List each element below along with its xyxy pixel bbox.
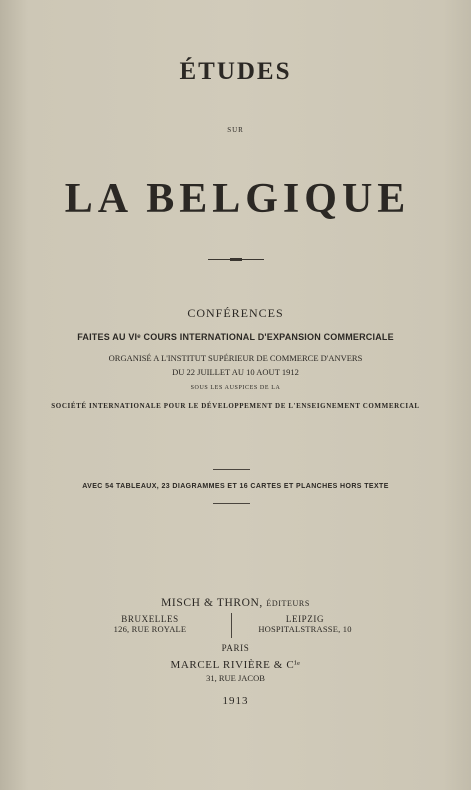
city-paris: PARIS [221, 643, 250, 653]
city-bruxelles: BRUXELLES [121, 614, 179, 624]
address-paris: 31, RUE JACOB [206, 673, 265, 683]
publisher-name: MISCH & THRON, [161, 597, 263, 609]
imprint-divider [231, 613, 232, 638]
publication-year: 1913 [222, 695, 249, 707]
publisher-paris: MARCEL RIVIÈRE & Cⁱᵉ [170, 659, 301, 671]
rule-bottom [213, 503, 250, 504]
title-etudes: ÉTUDES [179, 58, 292, 85]
address-leipzig: HOSPITALSTRASSE, 10 [258, 624, 352, 634]
title-la-belgique: LA BELGIQUE [64, 176, 411, 222]
publisher-role: ÉDITEURS [266, 599, 310, 608]
line-organise: ORGANISÉ A L'INSTITUT SUPÉRIEUR DE COMMERCE D'ANVERS [108, 353, 363, 363]
imprint-bruxelles [110, 614, 190, 634]
publisher-line [0, 597, 471, 609]
line-auspices: SOUS LES AUSPICES DE LA [190, 385, 281, 391]
ornamental-rule [208, 258, 264, 262]
rule-top [213, 469, 250, 470]
line-faites: FAITES AU VIᵉ COURS INTERNATIONAL D'EXPANSION COMMERCIALE [77, 332, 394, 342]
title-sur: SUR [227, 126, 244, 134]
address-bruxelles: 126, RUE ROYALE [113, 624, 187, 634]
city-leipzig: LEIPZIG [285, 614, 325, 624]
line-dates: DU 22 JUILLET AU 10 AOUT 1912 [172, 367, 299, 377]
heading-conferences: CONFÉRENCES [187, 306, 284, 320]
line-illustrations: AVEC 54 TABLEAUX, 23 DIAGRAMMES ET 16 CARTES ET PLANCHES HORS TEXTE [82, 483, 389, 490]
imprint-leipzig [250, 614, 360, 634]
line-societe: SOCIÉTÉ INTERNATIONALE POUR LE DÉVELOPPEMENT DE L'ENSEIGNEMENT COMMERCIAL [51, 402, 420, 410]
